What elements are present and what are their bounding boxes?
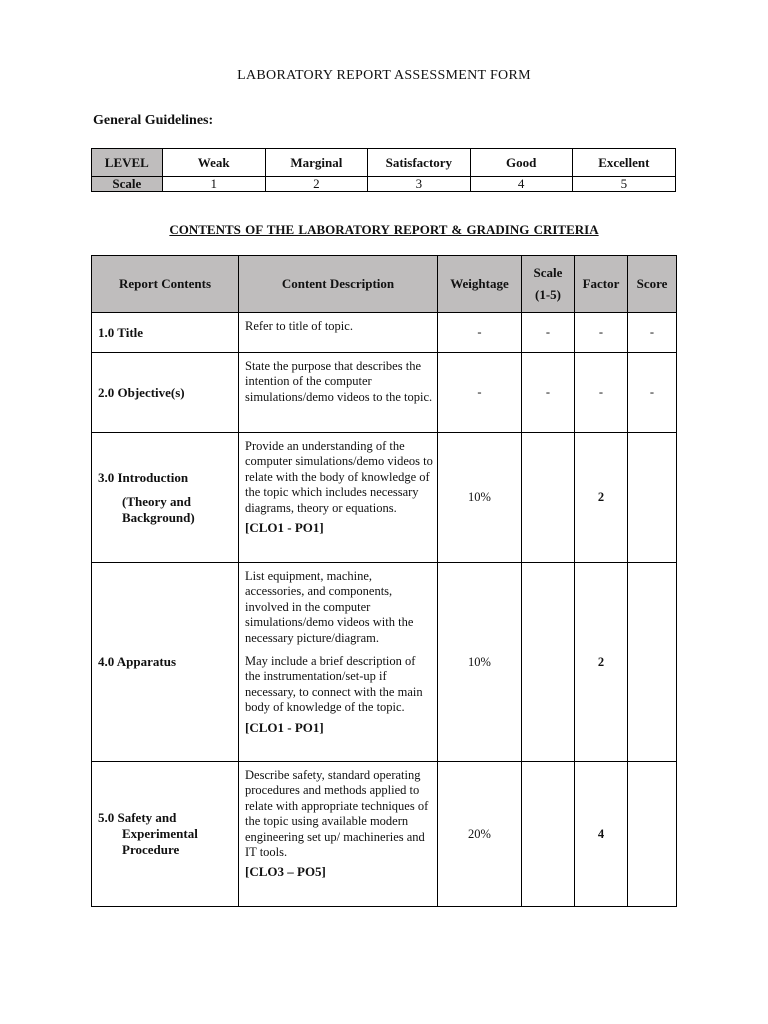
row-score bbox=[628, 433, 677, 563]
clo-tag: [CLO1 - PO1] bbox=[245, 719, 324, 735]
scale-value: 1 bbox=[162, 177, 265, 192]
row-weightage: 10% bbox=[438, 563, 522, 762]
row-content-subtitle: Experimental Procedure bbox=[122, 826, 198, 857]
scale-value: 2 bbox=[265, 177, 367, 192]
level-marginal: Marginal bbox=[265, 149, 367, 177]
header-weightage: Weightage bbox=[438, 256, 522, 313]
row-content bbox=[92, 433, 239, 563]
row-content: 1.0 Title bbox=[92, 313, 239, 353]
row-description bbox=[239, 433, 438, 563]
scale-label: Scale bbox=[92, 177, 163, 192]
row-description-text-2: May include a brief description of the instrumentation/set-up if necessary, to connect with the main body of knowledge of the topic. bbox=[245, 654, 423, 715]
row-content: 4.0 Apparatus bbox=[92, 563, 239, 762]
row-description: Refer to title of topic. bbox=[239, 313, 438, 353]
table-row bbox=[92, 433, 677, 563]
table-row bbox=[92, 563, 677, 762]
level-excellent: Excellent bbox=[572, 149, 675, 177]
row-scale: - bbox=[522, 353, 575, 433]
row-score: - bbox=[628, 353, 677, 433]
row-weightage: - bbox=[438, 313, 522, 353]
row-description bbox=[239, 563, 438, 762]
level-label: LEVEL bbox=[92, 149, 163, 177]
row-scale bbox=[522, 762, 575, 907]
header-scale bbox=[522, 256, 575, 313]
row-content: 2.0 Objective(s) bbox=[92, 353, 239, 433]
level-satisfactory: Satisfactory bbox=[368, 149, 471, 177]
row-score: - bbox=[628, 313, 677, 353]
row-weightage: - bbox=[438, 353, 522, 433]
row-factor: - bbox=[575, 353, 628, 433]
level-scale-table bbox=[91, 148, 676, 192]
scale-row bbox=[92, 177, 676, 192]
row-content-title: 5.0 Safety and bbox=[98, 810, 177, 825]
table-row bbox=[92, 313, 677, 353]
header-scale-line2: (1-5) bbox=[535, 287, 561, 302]
row-content-title: 3.0 Introduction bbox=[98, 469, 189, 485]
row-factor: 2 bbox=[575, 563, 628, 762]
row-content-subtitle: (Theory and Background) bbox=[122, 493, 195, 525]
row-scale bbox=[522, 563, 575, 762]
row-description: State the purpose that describes the intention of the computer simulations/demo videos to the topic. bbox=[239, 353, 438, 433]
row-scale bbox=[522, 433, 575, 563]
scale-value: 3 bbox=[368, 177, 471, 192]
header-score: Score bbox=[628, 256, 677, 313]
row-description-text: Describe safety, standard operating procedures and methods applied to relate with appropriate techniques of the topic using available modern engineering set up/ machineries and IT tools. bbox=[245, 768, 429, 860]
row-description bbox=[239, 762, 438, 907]
row-weightage: 20% bbox=[438, 762, 522, 907]
table-row bbox=[92, 353, 677, 433]
general-guidelines-label: General Guidelines: bbox=[93, 113, 214, 128]
row-description-text: List equipment, machine, accessories, and components, involved in the computer simulations/demo videos with the necessary picture/diagram. bbox=[245, 569, 414, 645]
table-row bbox=[92, 762, 677, 907]
header-content-description: Content Description bbox=[239, 256, 438, 313]
criteria-header-row bbox=[92, 256, 677, 313]
level-good: Good bbox=[470, 149, 572, 177]
row-factor: 2 bbox=[575, 433, 628, 563]
row-weightage: 10% bbox=[438, 433, 522, 563]
row-score bbox=[628, 762, 677, 907]
clo-tag: [CLO3 – PO5] bbox=[245, 864, 326, 880]
grading-criteria-table bbox=[91, 255, 677, 907]
row-description-text: Provide an understanding of the computer simulations/demo videos to relate with the body of knowledge of the topic which includes necessary diagrams, theory or equations. bbox=[245, 439, 433, 515]
row-score bbox=[628, 563, 677, 762]
row-scale: - bbox=[522, 313, 575, 353]
level-weak: Weak bbox=[162, 149, 265, 177]
scale-value: 5 bbox=[572, 177, 675, 192]
header-report-contents: Report Contents bbox=[92, 256, 239, 313]
header-scale-line1: Scale bbox=[533, 265, 563, 280]
row-factor: - bbox=[575, 313, 628, 353]
header-factor: Factor bbox=[575, 256, 628, 313]
row-content bbox=[92, 762, 239, 907]
row-factor: 4 bbox=[575, 762, 628, 907]
level-row bbox=[92, 149, 676, 177]
scale-value: 4 bbox=[470, 177, 572, 192]
form-title: LABORATORY REPORT ASSESSMENT FORM bbox=[237, 68, 531, 83]
clo-tag: [CLO1 - PO1] bbox=[245, 520, 324, 536]
section-heading: CONTENTS OF THE LABORATORY REPORT & GRADING CRITERIA bbox=[169, 222, 599, 237]
